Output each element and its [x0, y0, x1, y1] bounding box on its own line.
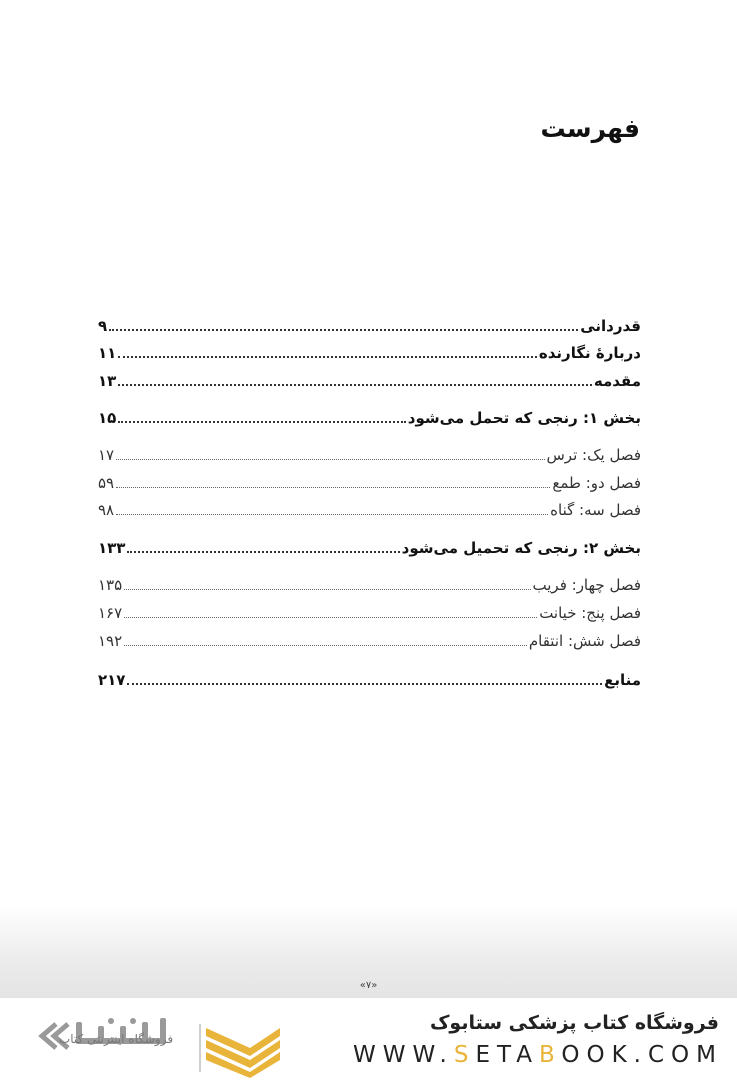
url-segment: WWW.: [352, 1042, 454, 1068]
toc-entry-title: بخش ۲: رنجی که تحمیل می‌شود: [401, 539, 641, 557]
dot-leader: [118, 343, 537, 358]
toc-entry-title: فصل سه: گناه: [550, 501, 641, 519]
toc-entry-title: مقدمه: [593, 372, 641, 390]
toc-entry[interactable]: [98, 576, 641, 600]
toc-entry[interactable]: [98, 632, 641, 656]
dot-leader: [118, 408, 405, 423]
toc-entry-page-number: ۱۱: [98, 344, 117, 362]
store-title: فروشگاه کتاب پزشکی ستابوک: [429, 1012, 719, 1034]
toc-entry-title: فصل یک: ترس: [546, 446, 641, 464]
dot-leader: [116, 501, 548, 515]
toc-entry[interactable]: [98, 343, 641, 367]
toc-entry-title: قدردانی: [580, 317, 641, 335]
dot-leader: [116, 446, 544, 460]
toc-entry-title: فصل شش: انتقام: [528, 632, 641, 650]
dot-leader: [127, 670, 602, 685]
toc-entry-page-number: ۱۳۵: [98, 576, 123, 594]
toc-entry-title: بخش ۱: رنجی که تحمل می‌شود: [407, 409, 641, 427]
toc-entry[interactable]: [98, 538, 641, 562]
logo-tagline: فروشگاه اینترنتی کتاب: [58, 1032, 174, 1046]
toc-entry-page-number: ۵۹: [98, 474, 115, 492]
toc-entry[interactable]: [98, 371, 641, 395]
dot-leader: [127, 538, 399, 553]
dot-leader: [118, 371, 592, 386]
url-segment: OOK.COM: [561, 1042, 723, 1068]
toc-entry-title: دربارهٔ نگارنده: [538, 344, 641, 362]
toc-entry-page-number: ۹: [98, 317, 108, 335]
store-url[interactable]: [353, 1042, 723, 1068]
dot-leader: [124, 576, 530, 590]
toc-entry-title: منابع: [604, 671, 641, 689]
toc-entry[interactable]: [98, 604, 641, 628]
setabook-logo: [36, 1018, 286, 1078]
toc-entry-page-number: ۱۶۷: [98, 604, 123, 622]
url-segment: ETA: [475, 1042, 540, 1068]
dot-leader: [124, 632, 527, 646]
toc-entry-page-number: ۹۸: [98, 501, 115, 519]
toc-entry-title: فصل پنج: خیانت: [539, 604, 641, 622]
url-accent: S: [453, 1042, 476, 1068]
toc-entry-page-number: ۱۳۳: [98, 539, 126, 557]
toc-entry-title: فصل چهار: فریب: [532, 576, 641, 594]
toc-entry-page-number: ۲۱۷: [98, 671, 126, 689]
toc-entry[interactable]: [98, 446, 641, 470]
toc-entry-page-number: ۱۵: [98, 409, 117, 427]
page-number: «۷»: [359, 980, 378, 991]
toc-entry[interactable]: [98, 408, 641, 432]
toc-entry-title: فصل دو: طمع: [552, 474, 641, 492]
page-title: فهرست: [540, 114, 640, 143]
chevron-stack-icon: [206, 1028, 280, 1078]
toc-entry-page-number: ۱۳: [98, 372, 117, 390]
store-footer-banner: [0, 998, 737, 1080]
dot-leader: [124, 604, 537, 618]
toc-entry[interactable]: [98, 316, 641, 340]
toc-entry[interactable]: [98, 501, 641, 525]
toc-entry[interactable]: [98, 670, 641, 694]
toc-entry-page-number: ۱۹۲: [98, 632, 123, 650]
dot-leader: [116, 474, 550, 488]
dot-leader: [109, 316, 578, 331]
toc-entry-page-number: ۱۷: [98, 446, 115, 464]
toc-entry[interactable]: [98, 474, 641, 498]
url-accent: B: [539, 1042, 562, 1068]
